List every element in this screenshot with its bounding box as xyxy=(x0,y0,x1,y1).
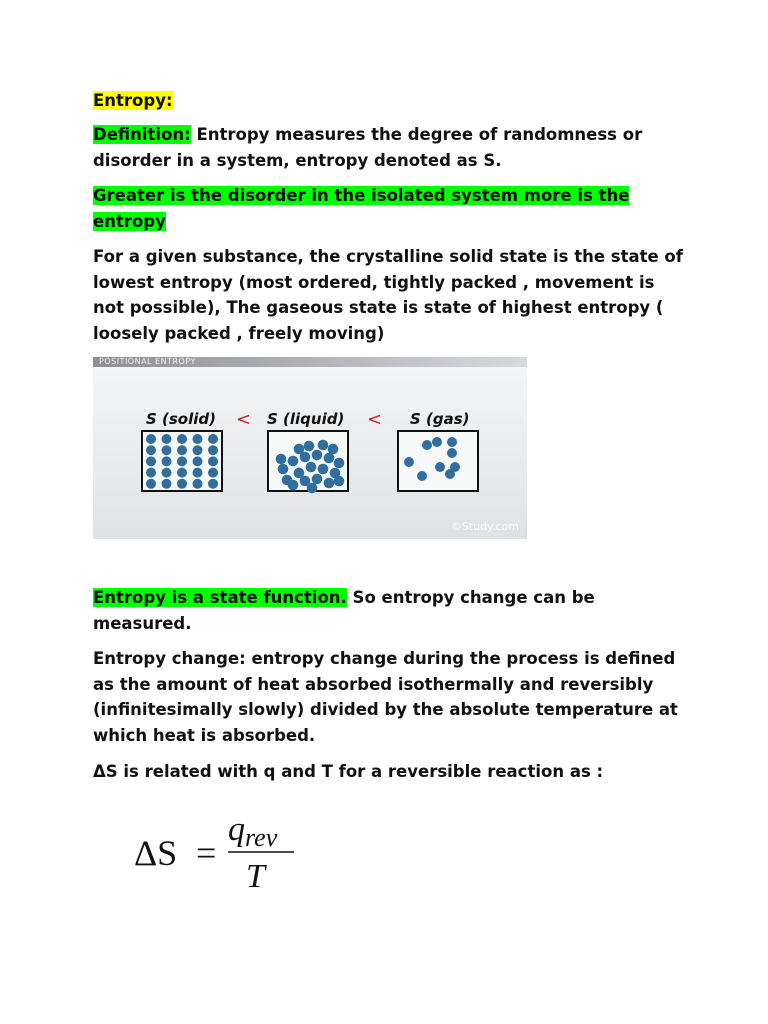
formula-lhs: ΔS xyxy=(134,833,178,873)
gas-particle xyxy=(445,469,455,479)
solid-particle xyxy=(193,445,203,455)
solid-particle xyxy=(208,434,218,444)
solid-particle xyxy=(193,479,203,489)
solid-particle xyxy=(177,456,187,466)
solid-particle xyxy=(177,434,187,444)
liquid-particle xyxy=(312,450,323,461)
solid-particle xyxy=(193,456,203,466)
greater-disorder-text: Greater is the disorder in the isolated system more is the entropy xyxy=(93,186,630,231)
solid-particle xyxy=(146,479,156,489)
figure-header-label: POSITIONAL ENTROPY xyxy=(99,357,196,366)
less-than-2: < xyxy=(367,409,383,430)
formula-denominator: T xyxy=(246,858,265,895)
gas-particle xyxy=(422,440,432,450)
gas-particle xyxy=(447,448,457,458)
study-watermark: ©Study.com xyxy=(450,520,519,533)
state-function-label: Entropy is a state function. xyxy=(93,588,347,607)
entropy-formula xyxy=(132,812,312,896)
liquid-particle xyxy=(312,474,323,485)
solid-particle xyxy=(193,468,203,478)
title-highlight: Entropy: xyxy=(93,91,173,110)
solid-particle xyxy=(208,479,218,489)
solid-particle xyxy=(146,456,156,466)
gas-particle xyxy=(432,437,442,447)
substance-states-paragraph: For a given substance, the crystalline solid state is the state of lowest entropy (most ordered, tightly packed , movement is not possible), The gaseous state is state of highest entropy ( loosely packed , freely moving) xyxy=(93,247,683,343)
solid-particle xyxy=(146,445,156,455)
solid-particle xyxy=(146,468,156,478)
state-function-paragraph xyxy=(93,585,683,636)
liquid-particle xyxy=(328,444,339,455)
heading-entropy xyxy=(93,88,683,114)
liquid-particle xyxy=(306,462,317,473)
liquid-particle xyxy=(307,483,318,494)
formula-numerator xyxy=(228,812,278,852)
state-function-text: So entropy change can be measured. xyxy=(93,588,595,633)
solid-particle xyxy=(146,434,156,444)
formula-equals: = xyxy=(196,833,217,873)
liquid-particle xyxy=(318,464,329,475)
label-liquid: S (liquid) xyxy=(267,410,345,428)
solid-particle xyxy=(162,479,172,489)
solid-particle xyxy=(208,468,218,478)
entropy-change-paragraph: Entropy change: entropy change during the process is defined as the amount of heat absorbed isothermally and reversibly (infinitesimally slowly) divided by the absolute temperature at which heat is absorbed. xyxy=(93,649,678,745)
gas-particle xyxy=(435,462,445,472)
liquid-particle xyxy=(304,441,315,452)
label-gas: S (gas) xyxy=(410,410,470,428)
liquid-particle xyxy=(334,458,345,469)
liquid-particle xyxy=(276,454,287,465)
definition-label: Definition: xyxy=(93,125,191,144)
positional-entropy-figure xyxy=(93,357,527,539)
relation-paragraph: ΔS is related with q and T for a reversible reaction as : xyxy=(93,762,604,781)
solid-particle xyxy=(208,445,218,455)
definition-text: Entropy measures the degree of randomness or disorder in a system, entropy denoted as S. xyxy=(93,125,643,170)
liquid-particle xyxy=(294,444,305,455)
solid-particle xyxy=(208,456,218,466)
greater-disorder-paragraph xyxy=(93,183,683,234)
solid-particle xyxy=(177,479,187,489)
gas-particle xyxy=(447,437,457,447)
liquid-particle xyxy=(334,476,345,487)
gas-particle xyxy=(404,457,414,467)
liquid-particle xyxy=(288,480,299,491)
solid-particle xyxy=(193,434,203,444)
solid-particle xyxy=(177,445,187,455)
solid-particle xyxy=(162,434,172,444)
formula-q: q xyxy=(228,812,245,848)
liquid-particle xyxy=(278,464,289,475)
definition-paragraph xyxy=(93,122,683,173)
solid-particle xyxy=(162,468,172,478)
gas-particle xyxy=(417,471,427,481)
solid-particle xyxy=(162,456,172,466)
solid-particle xyxy=(162,445,172,455)
formula-rev: rev xyxy=(245,823,278,852)
liquid-particle xyxy=(318,440,329,451)
less-than-1: < xyxy=(236,409,252,430)
solid-particle xyxy=(177,468,187,478)
label-solid: S (solid) xyxy=(146,410,216,428)
liquid-particle xyxy=(324,478,335,489)
states-illustration xyxy=(93,357,527,539)
liquid-particle xyxy=(288,456,299,467)
